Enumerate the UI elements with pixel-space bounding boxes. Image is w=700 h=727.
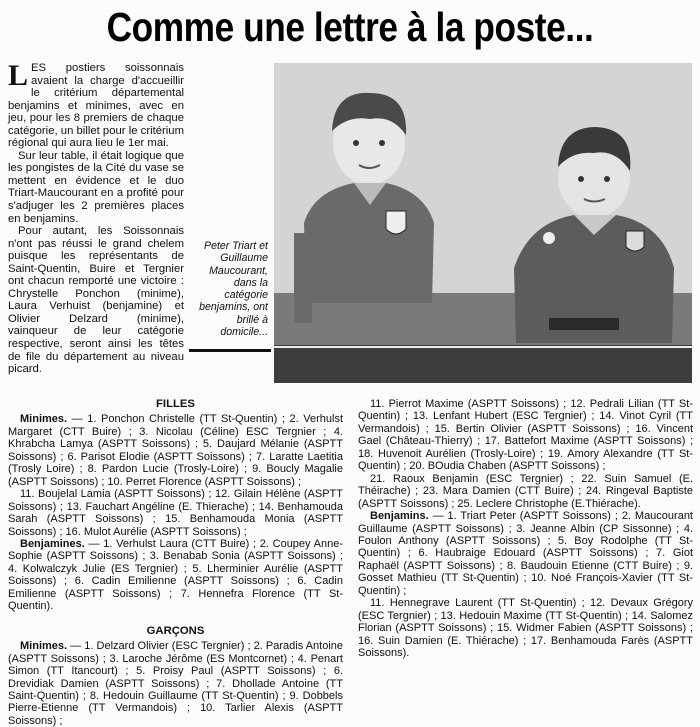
article-headline: Comme une lettre à la poste... [106, 4, 594, 50]
intro-text [8, 59, 184, 376]
spacer [8, 613, 343, 625]
category-label: Minimes. [20, 413, 68, 426]
results-column-right [358, 398, 693, 660]
garcons-minimes-para-3: 21. Raoux Benjamin (ESC Tergnier) ; 22. Suin Samuel (E. Théirache) ; 23. Mara Damien (CTT Buire) ; 24. Ringeval Baptiste (ASPTT Soissons) ; 25. Leclere Christophe (E.Thiérache). [358, 472, 693, 510]
garcons-minimes-para: Minimes. — 1. Delzard Olivier (ESC Tergnier) ; 2. Paradis Antoine (ASPTT Soissons) ; 3. Laroche Jérôme (ES Montcornet) ; 4. Penart Simon (TT Itancourt) ; 5. Proisy Paul (ASPTT Soissons) ; 6. Drevidiak Damien (ASPTT Soissons) ; 7. Dhollade Antoine (TT Saint-Quentin) ; 8. Hedouin Guillaume (TT St-Quentin) ; 9. Dobbels Pierre-Etienne (TT Vermandois) ; 10. Tarlier Alexis (ASPTT Soissons) ; [8, 640, 343, 727]
intro-paragraph-3: Pour autant, les Soissonnais n'ont pas réussi le grand chelem puisque les représentants de Saint-Quentin, Buire et Tergnier ont chacun remporté une victoire : Chrystelle Ponchon (minime), Laura Verhuist (benjamine) et Olivier Delzard (minime), vainqueur de leur catégorie respective, seront ainsi les têtes de file du département au niveau picard. [8, 225, 184, 376]
results-column-left [8, 398, 343, 727]
caption-rule [189, 349, 271, 352]
category-label: Benjamines. [20, 537, 85, 550]
filles-minimes-para-2: 11. Boujelal Lamia (ASPTT Soissons) ; 12. Gilain Hélène (ASPTT Soissons) ; 13. Fauchart Angéline (E. Thierache) ; 14. Benhamouda Sarah (ASPTT Soissons) ; 15. Benhamouda Monia (ASPTT Soissons) ; 16. Mulot Aurélie (ASPTT Soissons) ; [8, 488, 343, 538]
category-label: Benjamins. [370, 510, 429, 523]
news-photo [274, 63, 692, 383]
category-label: Minimes. [20, 640, 68, 653]
section-heading-garcons: GARÇONS [146, 624, 205, 637]
intro-paragraph-2: Sur leur table, il était logique que les pongistes de la Cité du vase se mettent en évidence et le duo Triart-Maucourant en a profité pour s'adjuger les 2 premières places en benjamins. [8, 149, 184, 225]
garcons-minimes-para-2: 11. Pierrot Maxime (ASPTT Soissons) ; 12. Pedrali Lilian (TT St-Quentin) ; 13. Lenfant Hubert (ESC Tergnier) ; 14. Vinot Cyril (TT Vermandois) ; 15. Bertin Olivier (ASPTT Soissons) ; 16. Vincent Gael (Château-Thierry) ; 17. Battefort Maxime (ASPTT Soissons) ; 18. Huvenoit Aurélien (Trosly-Loire) ; 19. Amory Alexandre (TT St-Quentin) ; 20. BOudia Chaben (ASPTT Soissons) ; [358, 398, 693, 473]
section-heading-filles: FILLES [156, 398, 195, 410]
intro-paragraph-1: LES postiers soissonnais avaient la charge d'accueillir le critérium départemental benjamins et minimes, avec en jeu, pour les 8 premiers de chaque catégorie, un billet pour le critérium régional qui aura lieu le 1er mai. [8, 59, 184, 150]
filles-benjamines-para: Benjamines. — 1. Verhulst Laura (CTT Buire) ; 2. Coupey Anne-Sophie (ASPTT Soissons) ; 3. Benabab Sonia (ASPTT Soissons) ; 4. Kolwalczyk Julie (ES Tergnier) ; 5. Lherminier Aurélie (ASPTT Soissons) ; 6. Cadin Emilienne (ASPTT Soissons) ; 6. Cadin Emilienne (ASPTT Soissons) ; 7. Hennefra Florence (TT St-Quentin). [8, 537, 343, 613]
photo-illustration [274, 63, 692, 383]
photo-caption: Peter Triart et Guillaume Maucourant, dans la catégorie benjamins, ont brillé à domicile... [199, 240, 268, 339]
filles-minimes-para: Minimes. — 1. Ponchon Christelle (TT St-Quentin) ; 2. Verhulst Margaret (CTT Buire) ; 3. Nicolau (Céline) ESC Tergnier ; 4. Khrabcha Lamya (ASPTT Soissons) ; 5. Daujard Mélanie (ASPTT Soissons) ; 6. Parisot Elodie (ASPTT Soissons) ; 7. Laratte Laetitia (Trosly Loire) ; 8. Pardon Lucie (Trosly-Loire) ; 9. Boucly Magalie (ASPTT Soissons) ; 10. Perret Florence (ASPTT Soissons) ; [8, 413, 343, 488]
benjamins-para-2: 11. Hennegrave Laurent (TT St-Quentin) ; 12. Devaux Grégory (ESC Tergnier) ; 13. Hedouin Maxime (TT St-Quentin) ; 14. Salomez Florian (ASPTT Soissons) ; 15. Widmer Fabien (ASPTT Soissons) ; 16. Suin Damien (E. Thiérache) ; 17. Benhamouda Farès (ASPTT Soissons). [358, 597, 693, 660]
drop-cap: L [8, 59, 29, 92]
benjamins-para: Benjamins. — 1. Triart Peter (ASPTT Soissons) ; 2. Maucourant Guillaume (ASPTT Soissons) ; 3. Jeanne Albin (CP Sissonne) ; 4. Foulon Anthony (ASPTT Soissons) ; 5. Boy Rodolphe (TT St-Quentin) ; 6. Haubraige Edouard (ASPTT Soissons) ; 7. Giot Raphaël (ASPTT Soissons) ; 8. Baudouin Etienne (CTT Buire) ; 9. Gosset Mathieu (TT St-Quentin) ; 10. Noé François-Xavier (TT St-Quentin) ; [358, 510, 693, 597]
